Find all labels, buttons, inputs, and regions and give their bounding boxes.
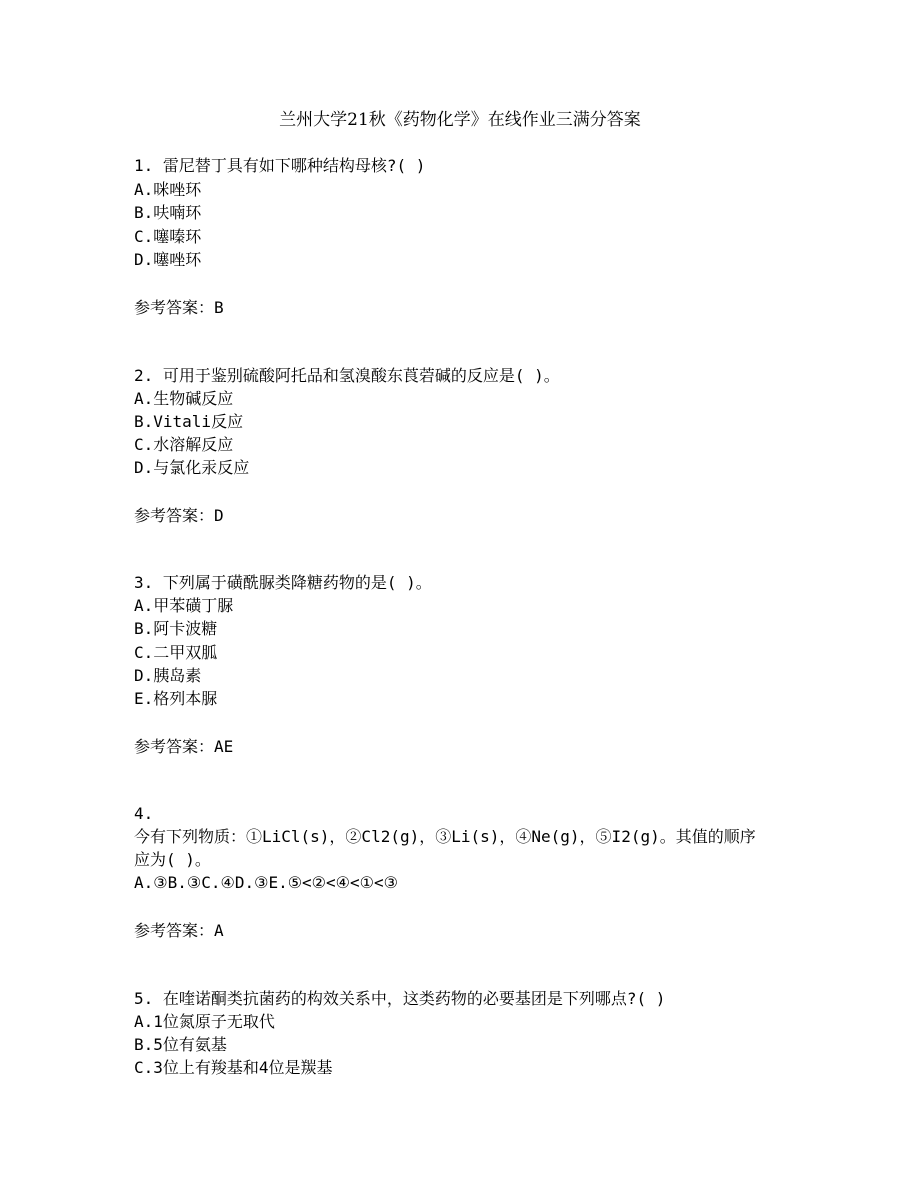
reference-answer: 参考答案：D [134,506,224,525]
question-stem-continued: 应为( )。 [134,850,211,869]
option-c: C.水溶解反应 [134,435,234,454]
question-stem: 1. 雷尼替丁具有如下哪种结构母核?( ) [134,156,426,175]
option-d: D.与氯化汞反应 [134,458,250,477]
option-c: C.二甲双胍 [134,643,218,662]
document-title: 兰州大学21秋《药物化学》在线作业三满分答案 [279,110,641,130]
option-b: B.阿卡波糖 [134,619,218,638]
question-stem: 今有下列物质：①LiCl(s)，②Cl2(g)，③Li(s)，④Ne(g)，⑤I2(g)。其值的顺序 [134,827,756,846]
option-b: B.5位有氨基 [134,1035,227,1054]
option-e: E.格列本脲 [134,689,218,708]
option-a: A.1位氮原子无取代 [134,1012,275,1031]
option-a: A.咪唑环 [134,180,202,199]
question-stem: 3. 下列属于磺酰脲类降糖药物的是( )。 [134,573,432,592]
option-c: C.噻嗪环 [134,227,202,246]
question-stem: 5. 在喹诺酮类抗菌药的构效关系中，这类药物的必要基团是下列哪点?( ) [134,989,666,1008]
reference-answer: 参考答案：AE [134,737,234,756]
option-a: A.生物碱反应 [134,389,234,408]
option-a: A.甲苯磺丁脲 [134,596,234,615]
reference-answer: 参考答案：A [134,921,224,940]
option-b: B.Vitali反应 [134,412,244,431]
option-c: C.3位上有羧基和4位是羰基 [134,1058,333,1077]
option-d: D.噻唑环 [134,250,202,269]
option-d: D.胰岛素 [134,666,202,685]
option-list: A.③B.③C.④D.③E.⑤<②<④<①<③ [134,873,398,892]
question-stem: 2. 可用于鉴别硫酸阿托品和氢溴酸东莨菪碱的反应是( )。 [134,366,560,385]
question-number: 4. [134,804,154,823]
option-b: B.呋喃环 [134,203,202,222]
reference-answer: 参考答案：B [134,298,224,317]
